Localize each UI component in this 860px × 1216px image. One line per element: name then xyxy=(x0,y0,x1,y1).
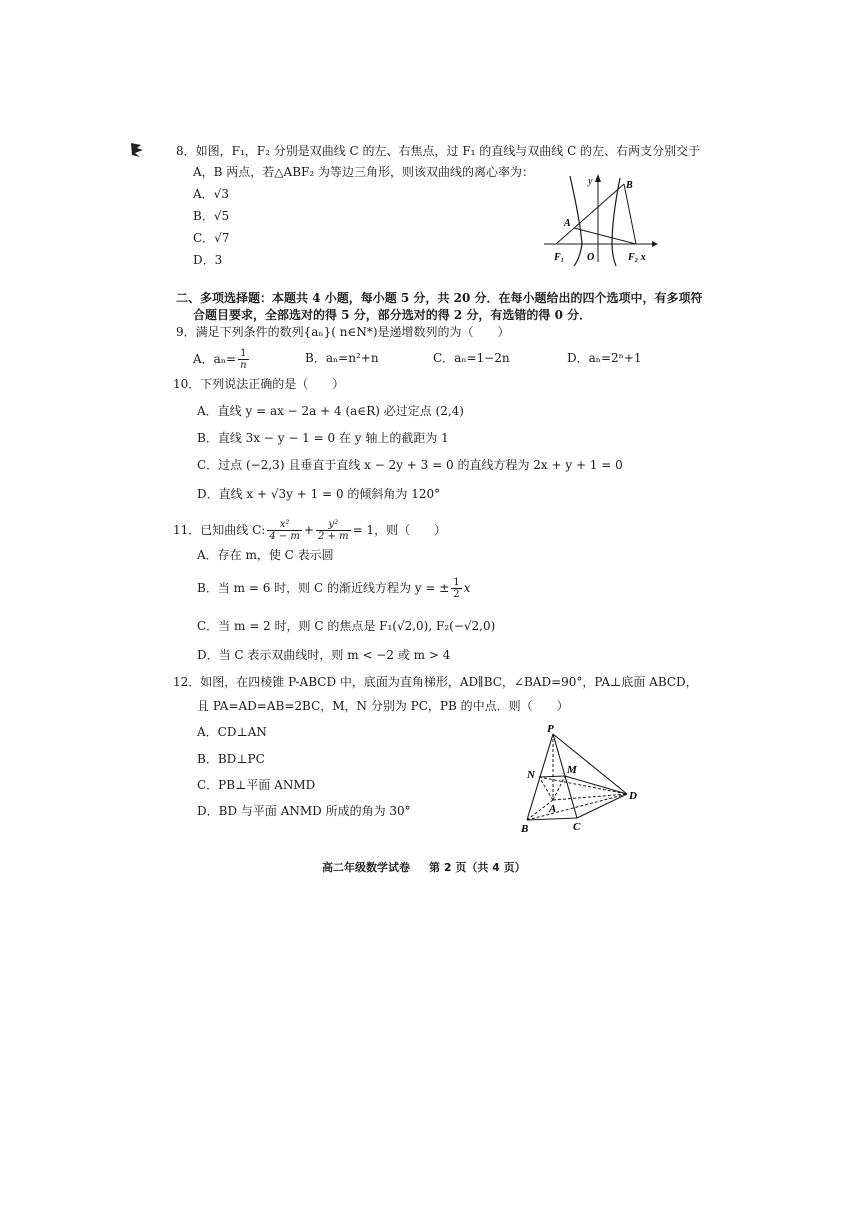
q9-option-d: D．aₙ=2ⁿ+1 xyxy=(567,351,642,365)
q9-option-a-prefix: A．aₙ= xyxy=(193,352,237,366)
q11-option-b-prefix: B．当 m = 6 时，则 C 的渐近线方程为 y = ± xyxy=(197,581,450,595)
y-axis-arrow-icon xyxy=(595,174,601,182)
segment-nm xyxy=(539,776,565,777)
q11-option-b-suffix: x xyxy=(463,581,471,595)
binding-mark-icon xyxy=(129,141,145,159)
q11-fraction-x-numerator: x² xyxy=(267,519,302,531)
label-n: N xyxy=(527,769,535,781)
line-b-f2 xyxy=(624,184,636,244)
label-b: B xyxy=(626,180,633,191)
q8-option-a: A．√3 xyxy=(193,187,229,201)
q12-option-d: D．BD 与平面 ANMD 所成的角为 30° xyxy=(197,804,411,818)
q11-option-d: D．当 C 表示双曲线时，则 m < −2 或 m > 4 xyxy=(197,648,451,662)
q10-option-a: A．直线 y = ax − 2a + 4 (a∈R) 必过定点 (2,4) xyxy=(197,404,464,418)
q11-fraction-y-denominator: 2 + m xyxy=(317,531,349,542)
q11-option-b xyxy=(197,576,470,600)
q10-option-d: D．直线 x + √3y + 1 = 0 的倾斜角为 120° xyxy=(197,487,441,501)
q10-option-c: C．过点 (−2,3) 且垂直于直线 x − 2y + 3 = 0 的直线方程为 2x + y + 1 = 0 xyxy=(197,458,623,472)
q9-option-a xyxy=(193,348,251,371)
label-f2x: F₂ x xyxy=(628,252,646,263)
q11-fraction-x xyxy=(267,519,302,542)
q8-option-c: C．√7 xyxy=(193,231,230,245)
label-d: D xyxy=(629,790,637,802)
q8-option-b: B．√5 xyxy=(193,209,230,223)
label-f1: F₁ xyxy=(554,252,565,263)
footer-title: 高二年级数学试卷 xyxy=(322,861,410,874)
q11-option-b-numerator: 1 xyxy=(453,577,460,588)
q11-fraction-y-numerator: y² xyxy=(316,519,351,531)
footer-page-number: 第 2 页（共 4 页） xyxy=(429,861,526,874)
q9-stem: 9．满足下列条件的数列{aₙ}( n∈N*)是递增数列的为（ ） xyxy=(176,325,510,339)
q12-option-b: B．BD⊥PC xyxy=(197,752,265,766)
q10-stem: 10．下列说法正确的是（ ） xyxy=(173,377,345,391)
section2-heading-line1: 二、多项选择题：本题共 4 小题，每小题 5 分，共 20 分．在每小题给出的四个选项中，有多项符 xyxy=(176,291,703,305)
q11-fraction-x-denominator: 4 − m xyxy=(269,531,300,542)
q9-option-b: B．aₙ=n²+n xyxy=(305,351,379,365)
segment-nd xyxy=(539,777,627,794)
q11-stem-suffix: = 1，则（ ） xyxy=(352,523,447,537)
q12-pyramid-figure xyxy=(515,722,645,836)
label-a: A xyxy=(549,803,557,815)
section2-heading-line2: 合题目要求，全部选对的得 5 分，部分选对的得 2 分，有选错的得 0 分． xyxy=(193,308,592,322)
q12-option-c: C．PB⊥平面 ANMD xyxy=(197,778,316,792)
q11-plus: + xyxy=(303,523,314,537)
q9-option-a-denominator: n xyxy=(240,360,247,371)
q11-option-c: C．当 m = 2 时，则 C 的焦点是 F₁(√2,0), F₂(−√2,0) xyxy=(197,619,496,633)
q8-stem-line1: 8．如图，F₁，F₂ 分别是双曲线 C 的左、右焦点，过 F₁ 的直线与双曲线 C 的左、右两支分别交于 xyxy=(176,144,701,158)
q8-stem-line2: A，B 两点，若△ABF₂ 为等边三角形，则该双曲线的离心率为： xyxy=(193,165,534,179)
q8-option-d: D．3 xyxy=(193,253,223,267)
segment-md xyxy=(565,776,627,794)
q10-option-b: B．直线 3x − y − 1 = 0 在 y 轴上的截距为 1 xyxy=(197,431,449,445)
label-o: O xyxy=(587,252,595,263)
q12-stem-line1: 12．如图，在四棱锥 P-ABCD 中，底面为直角梯形，AD∥BC，∠BAD=90°，PA⊥底面 ABCD， xyxy=(173,675,698,689)
q9-option-c: C．aₙ=1−2n xyxy=(433,351,510,365)
q11-fraction-y xyxy=(316,519,351,542)
edge-pd xyxy=(553,734,627,794)
q11-option-b-fraction xyxy=(451,577,461,600)
label-p: P xyxy=(547,723,554,735)
hyperbola-left-branch xyxy=(570,176,582,266)
q9-option-a-numerator: 1 xyxy=(238,348,248,360)
label-y: y xyxy=(588,176,593,187)
q12-option-a: A．CD⊥AN xyxy=(197,725,267,739)
label-a: A xyxy=(564,218,571,229)
q11-stem-prefix: 11．已知曲线 C: xyxy=(173,523,266,537)
line-a-f2 xyxy=(574,228,636,244)
q11-option-b-denominator: 2 xyxy=(453,589,460,600)
x-axis-arrow-icon xyxy=(652,241,658,247)
label-b: B xyxy=(521,823,529,835)
q12-stem-line2: 且 PA=AD=AB=2BC，M，N 分别为 PC，PB 的中点．则（ ） xyxy=(197,699,569,713)
q9-option-a-fraction xyxy=(238,348,248,371)
segment-an xyxy=(539,777,553,800)
q11-option-a: A．存在 m，使 C 表示圆 xyxy=(197,548,334,562)
label-m: M xyxy=(567,764,577,776)
q11-stem xyxy=(173,518,446,542)
label-c: C xyxy=(573,821,581,833)
q8-hyperbola-figure xyxy=(540,170,660,266)
